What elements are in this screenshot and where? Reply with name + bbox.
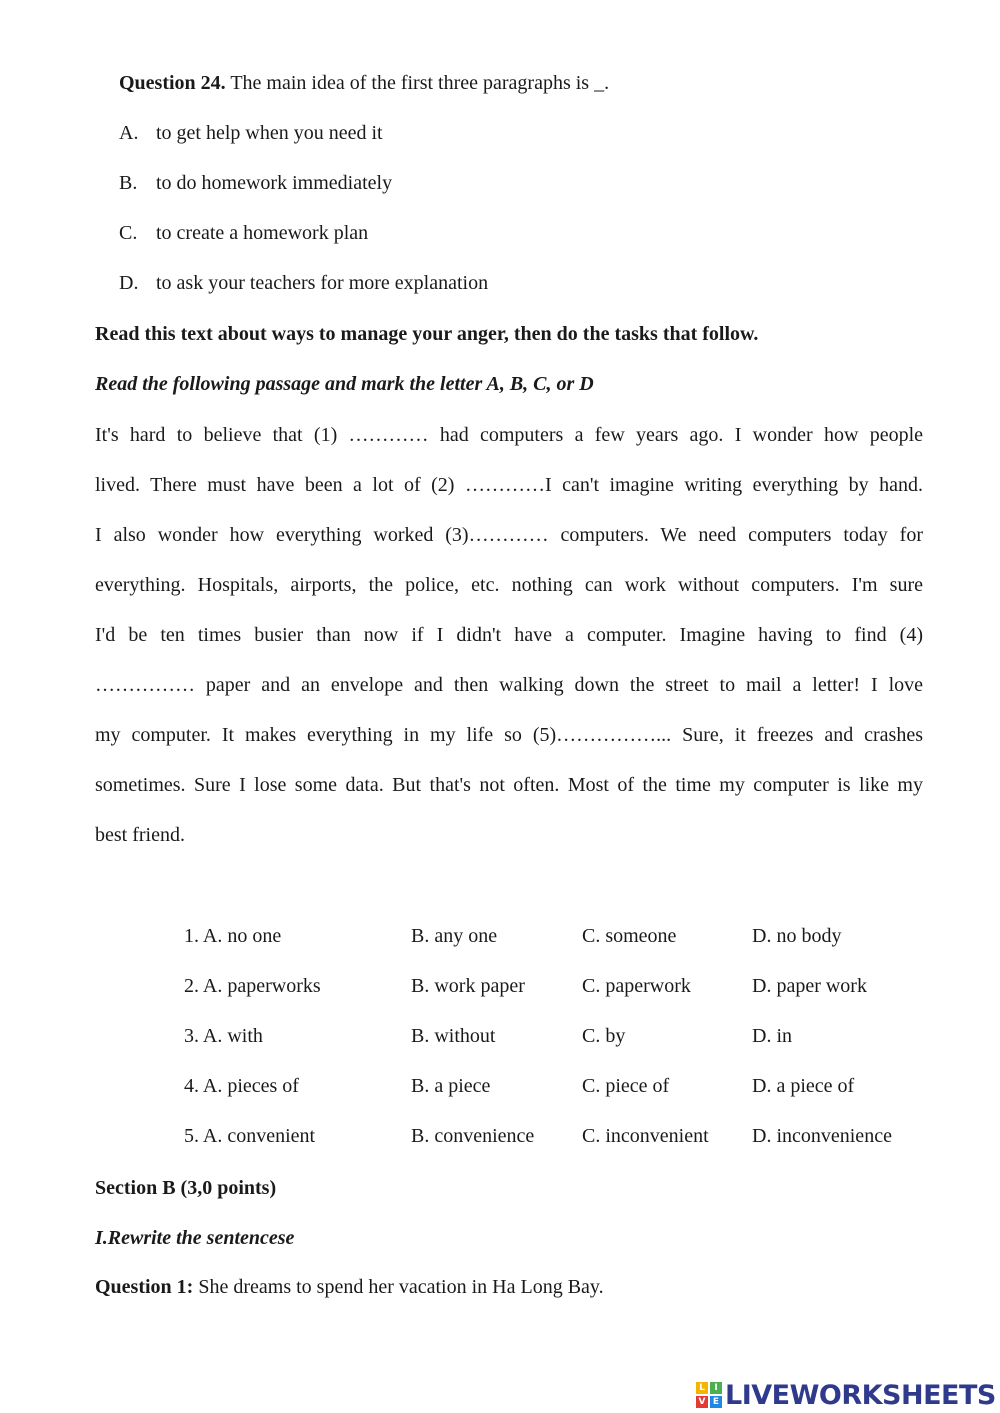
passage-line: everything. Hospitals, airports, the police, etc. nothing can work without computers. I'm sure — [95, 574, 923, 596]
question-24-text: The main idea of the first three paragraphs is _. — [225, 72, 610, 94]
section-b-heading: Section B (3,0 points) — [95, 1177, 277, 1199]
answer-choice-d: D. paper work — [752, 975, 867, 997]
answer-choice-a: 5. A. convenient — [184, 1125, 316, 1147]
option-letter: D. — [119, 272, 139, 294]
answer-choice-b: B. a piece — [411, 1075, 491, 1097]
question-24 — [119, 72, 609, 95]
answer-choice-a: 1. A. no one — [184, 925, 282, 947]
passage-line: my computer. It makes everything in my life so (5)……………... Sure, it freezes and crashes — [95, 724, 923, 746]
answer-choice-d: D. no body — [752, 925, 842, 947]
rewrite-heading: I.Rewrite the sentencese — [95, 1227, 295, 1249]
question-24-label: Question 24. — [119, 72, 226, 94]
logo-tile: L — [696, 1382, 708, 1394]
option-d — [119, 272, 488, 295]
answer-choice-a: 3. A. with — [184, 1025, 263, 1047]
answer-choice-b: B. convenience — [411, 1125, 535, 1147]
answer-row-5 — [184, 1125, 944, 1151]
option-text: to do homework immediately — [156, 172, 393, 194]
answer-row-3 — [184, 1025, 944, 1051]
logo-text: LIVEWORKSHEETS — [725, 1379, 996, 1411]
passage-line: sometimes. Sure I lose some data. But that's not often. Most of the time my computer is like my — [95, 774, 923, 796]
instruction-subheading: Read the following passage and mark the letter A, B, C, or D — [95, 373, 594, 395]
answer-choice-c: C. inconvenient — [582, 1125, 709, 1147]
option-c — [119, 222, 368, 245]
passage-line: I also wonder how everything worked (3)………… computers. We need computers today for — [95, 524, 923, 546]
option-b — [119, 172, 392, 195]
logo-tile: E — [710, 1396, 722, 1408]
option-letter: C. — [119, 222, 138, 244]
answer-choice-d: D. inconvenience — [752, 1125, 892, 1147]
option-a — [119, 122, 383, 145]
answer-choice-a: 4. A. pieces of — [184, 1075, 299, 1097]
question-1-label: Question 1: — [95, 1276, 194, 1298]
answer-choice-b: B. work paper — [411, 975, 525, 997]
passage-line: best friend. — [95, 824, 185, 846]
answer-row-2 — [184, 975, 944, 1001]
answer-choice-b: B. any one — [411, 925, 498, 947]
answer-row-4 — [184, 1075, 944, 1101]
option-letter: A. — [119, 122, 139, 144]
answer-choice-c: C. someone — [582, 925, 677, 947]
liveworksheets-logo — [696, 1378, 996, 1412]
answer-choice-b: B. without — [411, 1025, 496, 1047]
passage-line: I'd be ten times busier than now if I didn't have a computer. Imagine having to find (4) — [95, 624, 923, 646]
answer-row-1 — [184, 925, 944, 951]
logo-tile: V — [696, 1396, 708, 1408]
question-1-text: She dreams to spend her vacation in Ha Long Bay. — [193, 1276, 604, 1298]
instruction-heading: Read this text about ways to manage your anger, then do the tasks that follow. — [95, 323, 759, 345]
option-text: to ask your teachers for more explanation — [156, 272, 489, 294]
logo-tiles-icon — [696, 1382, 722, 1408]
passage-line: lived. There must have been a lot of (2) …………I can't imagine writing everything by hand. — [95, 474, 923, 496]
option-text: to create a homework plan — [156, 222, 369, 244]
passage-line: It's hard to believe that (1) ………… had computers a few years ago. I wonder how people — [95, 424, 923, 446]
answer-choice-d: D. a piece of — [752, 1075, 855, 1097]
option-text: to get help when you need it — [156, 122, 383, 144]
question-1 — [95, 1276, 604, 1299]
answer-choice-c: C. piece of — [582, 1075, 670, 1097]
logo-tile: I — [710, 1382, 722, 1394]
answer-choice-c: C. paperwork — [582, 975, 691, 997]
answer-choice-d: D. in — [752, 1025, 792, 1047]
answer-choice-c: C. by — [582, 1025, 626, 1047]
option-letter: B. — [119, 172, 138, 194]
passage-line: …………… paper and an envelope and then walking down the street to mail a letter! I love — [95, 674, 923, 696]
answer-choice-a: 2. A. paperworks — [184, 975, 321, 997]
